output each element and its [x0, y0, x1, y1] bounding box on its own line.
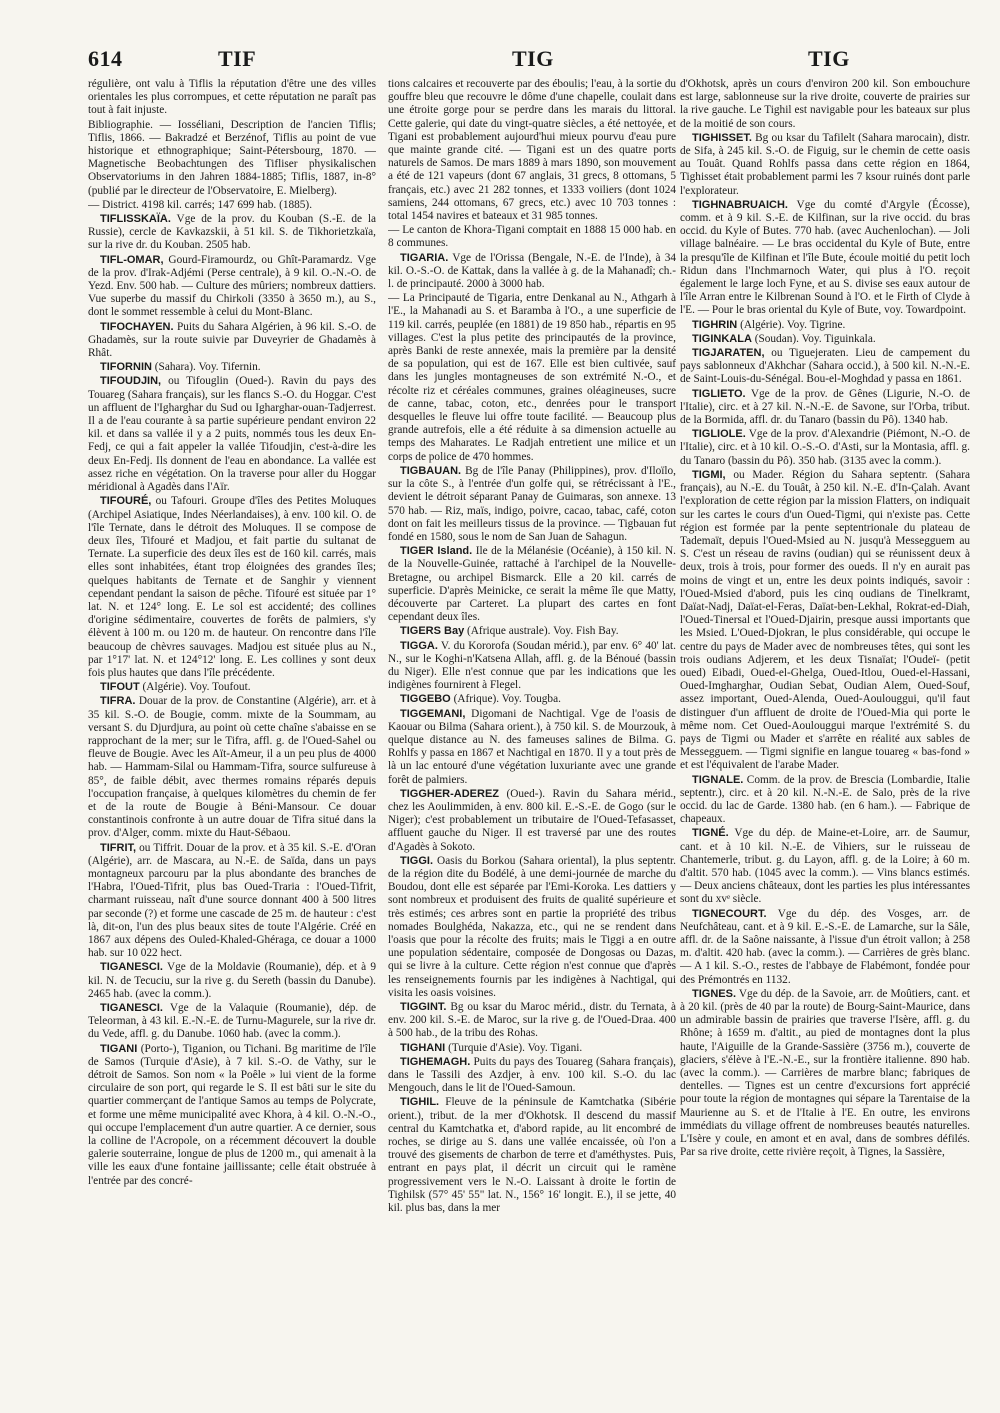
entry-headword: TIGHISSET. — [692, 131, 752, 144]
entry-text: (Afrique australe). Voy. Fish Bay. — [467, 625, 619, 638]
dictionary-entry — [680, 78, 970, 131]
text-column-1 — [88, 78, 376, 1398]
dictionary-entry — [388, 1042, 676, 1055]
entry-text: Vge de la prov. de Gênes (Ligurie, N.-O. de l'Italie), circ. et à 27 kil. N.-N.-E. de Savone, sur l'Orba, tribut. de la Bormida, affl. dr. du Tanaro (bassin du Pô). 1340 hab. — [680, 387, 970, 427]
entry-text: Oasis du Borkou (Sahara oriental), la plus septentr. de la région dite du Bodélé, à une demi-journée de marche du Boudou, dont elle est séparée par l'Emi-Koroka. Les dattiers y sont nombreux et produisent des fruits de qualité supérieure et très estimés; ces arbres sont en partie la propriété des tribus nomades Boulghéda, Nakazza, etc., qui ne se rendent dans l'oasis que pour la récolte des fruits; mais le Tiggi a en outre une population sédentaire, composée de Dongosas ou Dazas, qui se livre à la culture. Cette région n'est connue que d'après les renseignements fournis par les indigènes à Nachtigal, qui visita les oasis voisines. — [388, 854, 676, 999]
entry-headword: TIFOUDJIN, — [100, 375, 162, 388]
entry-headword: TIGHIL. — [400, 1096, 440, 1109]
entry-text: ou Tafouri. Groupe d'îles des Petites Moluques (Archipel Asiatique, Indes Néerlandaises), à env. 100 kil. O. de l'île Ternate, dans le détroit des Moluques. Il se compose de deux îles, Tifouré et Madjou, et fait partie du sultanat de Ternate. La superficie des deux îles est de 160 kil. carrés, mais elles sont inhabitées, étant trop éloignées des grandes îles; quelques habitants de Ternate et de Sanghir y viennent cependant pendant la saison de pêche. Tifouré est située par 1° lat. N. et 124° long. E. Le sol est accidenté; des collines d'origine sédimentaire, couvertes de forêts de palmiers, s'y élèvent à 100 m. ou 120 m. de hauteur. On rencontre dans l'île beaucoup de chèvres sauvages. Madjou est située plus au N., par 1°17' lat. N. et 124°12' long. E. Les collines y sont deux fois plus hautes que dans l'île précédente. — [88, 495, 376, 679]
entry-headword: TIGMI, — [692, 468, 726, 481]
entry-text: (Oued-). Ravin du Sahara mérid., chez les Aoulimmiden, à env. 800 kil. E.-S.-E. de Gogo (sur le Niger); c'est probablement un tributaire de l'Oued-Tefasasset, affluent gauche du Niger. Il est traversé par une des routes d'Agadès à Sokoto. — [388, 787, 676, 853]
entry-headword: TIGLIETO. — [692, 387, 746, 400]
entry-text: (Algérie). Voy. Toufout. — [142, 681, 251, 694]
dictionary-entry — [388, 693, 676, 706]
entry-text: Bibliographie. — Iosséliani, Description de l'ancien Tiflis; Tiflis, 1866. — Bakradzé et Berzénof, Tiflis au point de vue historique et ethnographique; Saint-Pétersbourg, 1870. — Magnetische Beobachtungen des Tifliser physikalischen Observatoriums in den Jahren 1884-1885; Tiflis, 1887, in-8° (publié par le directeur de l'Observatoire, E. Mielberg). — [88, 118, 376, 197]
dictionary-entry — [388, 1001, 676, 1041]
entry-text: Vge du dép. de Maine-et-Loire, arr. de Saumur, cant. et à 10 kil. N.-E. de Vihiers, sur le ruisseau de Chantemerle, tribut. g. du Layon, affl. g. de la Loire; à 60 m. d'altit. 570 hab. (1045 avec la comm.). — Vins blancs estimés. — Deux anciens châteaux, dont les parties les plus intéressantes sont du xvᵉ siècle. — [680, 827, 970, 906]
entry-headword: TIFORNIN — [100, 361, 152, 374]
entry-headword: TIGGINT. — [400, 1001, 447, 1014]
dictionary-entry — [388, 224, 676, 250]
entry-text: (Sahara). Voy. Tifernin. — [154, 361, 261, 374]
dictionary-entry — [88, 961, 376, 1001]
entry-text: tions calcaires et recouverte par des éboulis; l'eau, à la sortie du gouffre bleu que recouvre le dôme d'une chapelle, coulait dans une étroite gorge pour se perdre dans les marais du littoral. Cette galerie, qui date du vingt-quatre siècles, a été nettoyée, et Tigani est probablement aujourd'hui mieux pourvu d'eau pure que mainte grande cité. — Tigani est un des quatre ports naturels de Samos. De mars 1889 à mars 1890, son mouvement a été de 121 vapeurs (dont 67 anglais, 31 grecs, 8 ottomans, 5 français, etc.) avec 21 282 tonnes, et 1333 voiliers (dont 1024 samiens, 244 ottomans, 67 grecs, etc.) avec 10 703 tonnes : total 1454 navires et bateaux et 31 985 tonnes. — [388, 78, 676, 223]
running-head-right: TIG — [808, 46, 850, 71]
dictionary-entry — [88, 199, 376, 212]
entry-headword: TIGHEMAGH. — [400, 1055, 471, 1068]
entry-headword: TIFLISSKAÏA. — [100, 213, 171, 226]
dictionary-entry — [680, 827, 970, 906]
entry-headword: TIGANESCI. — [100, 961, 163, 974]
entry-headword: TIGGA. — [400, 639, 438, 652]
entry-headword: TIGARIA. — [400, 251, 449, 264]
entry-headword: TIGJARATEN, — [692, 347, 765, 360]
dictionary-entry — [88, 78, 376, 118]
entry-text: régulière, ont valu à Tiflis la réputation d'être une des villes orientales les plus corrompues, et cette réputation ne paraît pas tout à fait injuste. — [88, 78, 376, 117]
dictionary-entry — [388, 855, 676, 1000]
entry-text: — La Principauté de Tigaria, entre Denkanal au N., Athgarh à l'E., la Mahanadi au S. et Baramba à l'O., a une superficie de 119 kil. carrés, peuplée (en 1881) de 19 850 hab., répartis en 95 villages. C'est la plus petite des principautés de la province, après Banki de reste annexée, mais la première par la densité de sa population, qui est de 167. Elle est bien cultivée, sauf dans les jungles montagneuses de son extrémité N.-O., et récolte riz et céréales communes, graines oléagineuses, sucre de canne, tabac, coton, etc., denrées pour le transport desquelles le fleuve lui offre toute facilité. — Beaucoup plus grande autrefois, elle a été réduite à sa dimension actuelle au temps des Maharates. Le Radjah entretient une milice et un corps de police de 470 hommes. — [388, 292, 676, 463]
entry-text: Fleuve de la péninsule de Kamtchatka (Sibérie orient.), tribut. de la mer d'Okhotsk. Il descend du massif central du Kamtchatka et, d'abord rapide, au lit encombré de roches, se dirige au S. dans une vallée encaissée, où l'on a trouvé des gisements de charbon de terre et d'améthystes. Puis, entrant en pays plat, il décrit un circuit qui le ramène progressivement vers le N.-O. Laissant à droite le fortin de Tighilsk (57° 45' 55" lat. N., 156° 16' longit. E.), il se jette, 40 kil. plus bas, dans la mer — [388, 1096, 676, 1215]
entry-headword: TIGGEMANI, — [400, 707, 466, 720]
entry-text: Vge de la prov. du Kouban (S.-E. de la Russie), cercle de Kavkazskii, à 51 kil. S. de Tikhorietzkaïa, sur la rive dr. du Kouban. 2505 hab. — [88, 213, 376, 252]
entry-headword: TIFL-OMAR, — [100, 253, 164, 266]
entry-headword: TIGNECOURT. — [692, 907, 767, 920]
entry-text: Ile de la Mélanésie (Océanie), à 150 kil. N. de la Nouvelle-Guinée, rattaché à l'archipel de la Nouvelle-Bretagne, ou archipel Bismarck. Elle a 20 kil. carrés de superficie. D'après Meinicke, ce serait la même île que Matty, découverte par Carteret. La plupart des cartes en font cependant deux îles. — [388, 545, 676, 624]
dictionary-entry — [680, 908, 970, 987]
entry-text: Vge de la Moldavie (Roumanie), dép. et à 9 kil. N. de Tecuciu, sur la rive g. du Sereth (bassin du Danube). 2465 hab. (avec la comm.). — [88, 961, 376, 1000]
entry-headword: TIGNALE. — [692, 773, 744, 786]
entry-text: Vge du comté d'Argyle (Écosse), comm. et à 9 kil. S.-E. de Kilfinan, sur la rive occid. du bras occid. du Kyle of Butes. 770 hab. (avec Auchenlochan). — Joli village balnéaire. — Le bras occidental du Kyle of Bute, entre la presqu'île de Kilfinan et l'île Bute, écoule moitié du petit loch Ridun dans l'Inchmarnoch Water, qui plus à l'O. reçoit également le large loch Fyne, et au S. divise ses eaux autour de l'île Arran entre le Kilbrenan Sound à l'O. et le Firth of Clyde à l'E. — Pour le bras oriental du Kyle of Bute, voy. Towardpoint. — [680, 198, 970, 317]
dictionary-entry — [88, 1002, 376, 1042]
dictionary-entry — [88, 361, 376, 374]
entry-headword: TIGER Island. — [400, 545, 473, 558]
dictionary-entry — [680, 469, 970, 773]
dictionary-entry — [88, 695, 376, 840]
entry-headword: TIGLIOLE. — [692, 428, 746, 441]
dictionary-entry — [680, 347, 970, 387]
entry-text: ou Tifouglin (Oued-). Ravin du pays des Touareg (Sahara français), sur les flancs S.-O. du Hoggar. C'est un affluent de l'Igharghar du Sud ou Igharghar-ouan-Tadjerrest. Il a de l'eau courante à sa partie supérieure pendant environ 22 kil. et dans sa vallée il y a 2 puits, nommés tous les deux En-Fedj, ce qui a fait appeler la vallée Tifoudjin, c'est-à-dire les deux En-Fedj. Ils donnent de l'eau en abondance. La vallée est assez riche en végétation. On la traverse pour aller du Hoggar méridional à Agadès dans l'Aïr. — [88, 375, 376, 494]
entry-text: Bg ou ksar du Tafilelt (Sahara marocain), distr. de Sifa, à 245 kil. S.-O. de Figuig, sur le chemin de cette oasis au Touât. Quand Rohlfs passa dans cette région en 1864, Tighisset était probablement parmi les 7 ksour ruinés dont parle l'explorateur. — [680, 131, 970, 197]
dictionary-entry — [388, 292, 676, 464]
entry-headword: TIGNÉ. — [692, 827, 729, 840]
entry-headword: TIGGI. — [400, 854, 433, 867]
dictionary-entry — [88, 495, 376, 680]
entry-headword: TIGBAUAN. — [400, 464, 462, 477]
dictionary-entry — [388, 788, 676, 854]
dictionary-entry — [88, 375, 376, 494]
entry-text: Digomani de Nachtigal. Vge de l'oasis de Kaouar ou Bilma (Sahara orient.), à 750 kil. S. de Mourzouk, à quelque distance au N. des fameuses salines de Bilma. G. Rohlfs y passa en 1867 et Nachtigal en 1870. Il y a tout près de là un lac entouré d'une végétation luxuriante avec une grande forêt de palmiers. — [388, 707, 676, 786]
entry-headword: TIFOUT — [100, 681, 140, 694]
entry-headword: TIGGHER-ADEREZ — [400, 787, 499, 800]
entry-text: d'Okhotsk, après un cours d'environ 200 kil. Son embouchure est large, sablonneuse sur la rive droite, couverte de prairies sur la rive gauche. Le Tighil est navigable pour les bateaux sur plus de la moitié de son cours. — [680, 78, 970, 130]
entry-text: V. du Kororofa (Soudan mérid.), par env. 6° 40' lat. N., sur le Koghi-n'Katsena Allah, affl. g. de la Bénoué (bassin du Niger). Elle n'est connue que par les indications que les indigènes fournirent à Flegel. — [388, 639, 676, 692]
entry-headword: TIGINKALA — [692, 332, 752, 345]
page-number: 614 — [88, 46, 123, 71]
entry-text: (Algérie). Voy. Tigrine. — [740, 318, 846, 331]
dictionary-entry — [680, 319, 970, 332]
entry-headword: TIGERS Bay — [400, 625, 465, 638]
entry-text: — District. 4198 kil. carrés; 147 699 hab. (1885). — [88, 198, 313, 211]
dictionary-entry — [88, 254, 376, 320]
dictionary-entry — [388, 545, 676, 624]
dictionary-entry — [88, 321, 376, 361]
entry-text: Vge de la Valaquie (Roumanie), dép. de Teleorman, à 43 kil. E.-N.-E. de Turnu-Magurele, sur la rive dr. du Vede, affl. g. du Danube. 1060 hab. (avec la comm.). — [88, 1002, 376, 1041]
text-column-3 — [680, 78, 970, 1398]
entry-text: Bg ou ksar du Maroc mérid., distr. du Ternata, à env. 200 kil. S.-E. de Maroc, sur la rive g. de l'Oued-Draa. 400 à 500 hab., de la tribu des Rohas. — [388, 1001, 676, 1040]
entry-headword: TIFRIT, — [100, 841, 137, 854]
entry-headword: TIFOURÉ, — [100, 495, 152, 508]
dictionary-entry — [388, 1056, 676, 1096]
dictionary-entry — [680, 199, 970, 318]
entry-text: Douar de la prov. de Constantine (Algérie), arr. et à 35 kil. S.-O. de Bougie, comm. mixte de la Soummam, au versant S. du Djurdjura, au point où cette chaîne s'abaisse en se rapprochant de la mer; sur le Tifra, affl. g. de l'Oued-Sahel ou fleuve de Bougie. Avec les Aït-Ameur, il a un peu plus de 4000 hab. — Hammam-Silal ou Hammam-Tifra, source sulfureuse à 85°, de faible débit, avec thermes romains réparés depuis l'occupation française, à quelques kilomètres du chemin de fer et de la route de Bougie à Béni-Mansour. Ce douar constantinois confronte à un autre douar de Tifra situé dans la prov. d'Alger, comm. mixte du Haut-Sébaou. — [88, 695, 376, 840]
dictionary-entry — [388, 625, 676, 638]
entry-text: Vge de la prov. d'Alexandrie (Piémont, N.-O. de l'Italie), circ. et à 10 kil. O.-S.-O. d'Asti, sur la Montasia, affl. g. du Tanaro (bassin du Pô). 350 hab. (3135 avec la comm.). — [680, 428, 970, 467]
entry-text: Gourd-Firamourdz, ou Ghît-Paramardz. Vge de la prov. d'Irak-Adjémi (Perse centrale), à 9 kil. O.-N.-O. de Yezd. Env. 500 hab. — Culture des mûriers; nombreux dattiers. Vue superbe du massif du Chirkoli (3350 à 3650 m.), au S., dont le sommet ressemble à celui du Mont-Blanc. — [88, 253, 376, 319]
entry-headword: TIGNES. — [692, 987, 737, 1000]
entry-headword: TIFRA. — [100, 695, 136, 708]
dictionary-entry — [388, 1096, 676, 1215]
entry-headword: TIGANI — [100, 1042, 138, 1055]
entry-text: Comm. de la prov. de Brescia (Lombardie, Italie septentr.), circ. et à 20 kil. N.-N.-E. de Salo, près de la rive occid. du lac de Garde. 1380 hab. (en 6 ham.). — Fabrique de chapeaux. — [680, 773, 970, 826]
dictionary-entry — [680, 428, 970, 468]
entry-text: Vge du dép. de la Savoie, arr. de Moûtiers, cant. et à 20 kil. (près de 40 par la route) de Bourg-Saint-Maurice, dans un admirable bassin de prairies que traverse l'Isère, affl. g. du Rhône; à 1659 m. d'altit., au pied de montagnes dont la plus haute, l'Aiguille de la Grande-Sassière (3756 m.), couverte de glaciers, s'élève à l'E.-N.-E., sur la frontière italienne. 890 hab. (avec la comm.). — Carrières de marbre blanc; fabriques de dentelles. — Tignes est un centre d'excursions fort apprécié pour toute la région de montagnes qui sépare la Tarentaise de la Maurienne au S. et de l'Italie à l'E. En outre, les environs immédiats du village offrent de nombreuses beautés naturelles. L'Isère y coule, en amont et en aval, dans de sombres défilés. Par sa rive droite, cette rivière reçoit, à Tignes, la Sassière, — [680, 987, 970, 1159]
entry-text: — Le canton de Khora-Tigani comptait en 1888 15 000 hab. en 8 communes. — [388, 224, 676, 250]
entry-headword: TIGHRIN — [692, 318, 738, 331]
entry-headword: TIGGEBO — [400, 693, 451, 706]
dictionary-entry — [388, 252, 676, 292]
dictionary-entry — [388, 465, 676, 544]
dictionary-entry — [388, 708, 676, 787]
dictionary-entry — [88, 681, 376, 694]
entry-text: (Afrique). Voy. Tougba. — [453, 693, 561, 706]
entry-headword: TIFOCHAYEN. — [100, 320, 174, 333]
entry-text: ou Tiguejeraten. Lieu de campement du pays sablonneux d'Akhchar (Sahara occid.), à 500 kil. N.-N.-E. de Saint-Louis-du-Sénégal. Bou-el-Moghdad y passa en 1861. — [680, 347, 970, 386]
dictionary-entry — [388, 78, 676, 223]
dictionary-entry — [88, 119, 376, 198]
entry-text: Vge du dép. des Vosges, arr. de Neufchâteau, cant. et à 9 kil. E.-S.-E. de Lamarche, sur la Sâle, affl. dr. de la Saône naissante, à l'issue d'un étroit vallon; à 258 m. d'altit. 420 hab. (avec la comm.). — Carrières de grès blanc. — A 1 kil. S.-O., restes de l'abbaye de Flabémont, fondée pour des Prémontrés en 1132. — [680, 907, 970, 986]
dictionary-entry — [680, 388, 970, 428]
dictionary-entry — [680, 774, 970, 827]
entry-text: (Porto-), Tiganion, ou Tichani. Bg maritime de l'île de Samos (Turquie d'Asie), à 7 kil. S.-O. de Vathy, sur le détroit de Samos. Son nom « la Poêle » lui vient de la forme circulaire de son port, qui regarde le S. Il est bâti sur le site du quartier commerçant de l'antique Samos au temps de Polycrate, et forme une même municipalité avec Khora, à 4 kil. O.-N.-O., qui occupe l'emplacement d'un autre quartier. A ce dernier, sous la colline de l'Acropole, on a récemment découvert la double galerie souterraine, longue de plus de 1200 m., qui amenait à la ville les eaux d'une fontaine jaillissante; celle était obstruée à l'entrée par des concré- — [88, 1042, 376, 1187]
entry-text: Vge de l'Orissa (Bengale, N.-E. de l'Inde), à 34 kil. O.-S.-O. de Kattak, dans la vallée à g. de la Mahanadî; ch.-l. de principauté. 2000 à 3000 hab. — [388, 251, 676, 291]
running-head-left: TIF — [218, 46, 257, 71]
dictionary-entry — [680, 333, 970, 346]
entry-text: Puits du pays des Touareg (Sahara français), dans le Tassili des Azdjer, à env. 100 kil. S.-O. du lac Mengouch, dans le lit de l'Oued-Samoun. — [388, 1055, 676, 1095]
entry-text: (Soudan). Voy. Tiguinkala. — [754, 332, 876, 345]
dictionary-entry — [88, 1043, 376, 1188]
entry-text: ou Tiffrit. Douar de la prov. et à 35 kil. S.-E. d'Oran (Algérie), arr. de Mascara, au N.-E. de Saïda, dans un pays montagneux parcouru par la plus abondante des branches de l'Habra, l'Oued-Tifrit, plus bas Oued-Traria : l'Oued-Tifrit, charmant ruisseau, naît d'une source donnant 400 à 500 litres par seconde (?) et forme une cascade de 25 m. de hauteur : c'est là, dit-on, l'un des plus beaux sites de toute l'Algérie. Créé en 1867 aux dépens des Ouled-Khaled-Ghéraga, ce douar a 1000 hab. sur 10 022 hect. — [88, 841, 376, 960]
dictionary-entry — [388, 640, 676, 693]
entry-text: (Turquie d'Asie). Voy. Tigani. — [448, 1041, 583, 1054]
running-head-middle: TIG — [512, 46, 554, 71]
entry-text: ou Mader. Région du Sahara septentr. (Sahara français), au N.-E. du Touât, à 250 kil. N.-E. d'In-Çalah. Avant l'exploration de cette région par la mission Flatters, on indiquait sur les cartes le cours d'un Oued-Tigmi, qui n'existe pas. Cette région est formée par la pente septentrionale du plateau de Tademaït, depuis l'Oued-Msied au N. jusqu'à Messegguem au S. C'est un réseau de ravins (oudian) qui se réunissent deux à deux, trois à trois, pour former des oueds. Il n'y en aurait pas moins de vingt et un, entre les deux points indiqués, savoir : l'Oued-Msied d'abord, puis les cinq oudians de Tinelkramt, Daïat-Nadj, Daïat-el-Feras, Daïat-ben-Lekhal, Rokrat-ed-Diah, l'Oued-Tinersal et l'Oued-Djairin, presque aussi importants que les Msied. L'Oued-Djokran, le plus considérable, qui occupe le centre du pays de Mader avec de nombreuses têtes, qui sont les trois oudians Adjerem, et les deux Tisnaïat; l'Oudeï- (petit oued) Eibadi, Oued-el-Ghelga, Oued-Itlou, Oued-el-Hassani, Oued-Imgharghar, Oudian Sebat, Oudian Alem, Oued-Souf, assez important, Oued-Alenda, Oued-Aoulouggui, qu'il faut distinguer d'un affluent de droite de l'Oued-Mia qui porte le même nom. Cet Oued-Aoulouggui marque l'extrémité S. du pays de Tigmi ou Mader et s'arrête en réalité aux sables de Messegguem. — Tigmi signifie en langue touareg « bas-fond » et est l'équivalent de l'arabe Mader. — [680, 468, 970, 772]
dictionary-entry — [88, 213, 376, 253]
entry-headword: TIGANESCI. — [100, 1002, 163, 1015]
dictionary-entry — [88, 842, 376, 961]
dictionary-entry — [680, 988, 970, 1160]
text-column-2 — [388, 78, 676, 1398]
entry-headword: TIGHANI — [400, 1041, 446, 1054]
dictionary-entry — [680, 132, 970, 198]
entry-text: Bg de l'île Panay (Philippines), prov. d'Iloïlo, sur la côte S., à l'entrée d'un golfe qui, se rétrécissant à l'E., devient le détroit séparant Panay de Guimaras, son annexe. 13 570 hab. — Riz, maïs, indigo, poivre, cacao, tabac, café, coton dont on fait les meilleurs tissus de la province. — Tigbauan fut fondé en 1580, sous le nom de San Juan de Sahagun. — [388, 464, 676, 543]
entry-text: Puits du Sahara Algérien, à 96 kil. S.-O. de Ghadamès, sur la route suivie par Duveyrier de Ghadamès à Rhât. — [88, 320, 376, 360]
entry-headword: TIGHNABRUAICH. — [692, 198, 788, 211]
